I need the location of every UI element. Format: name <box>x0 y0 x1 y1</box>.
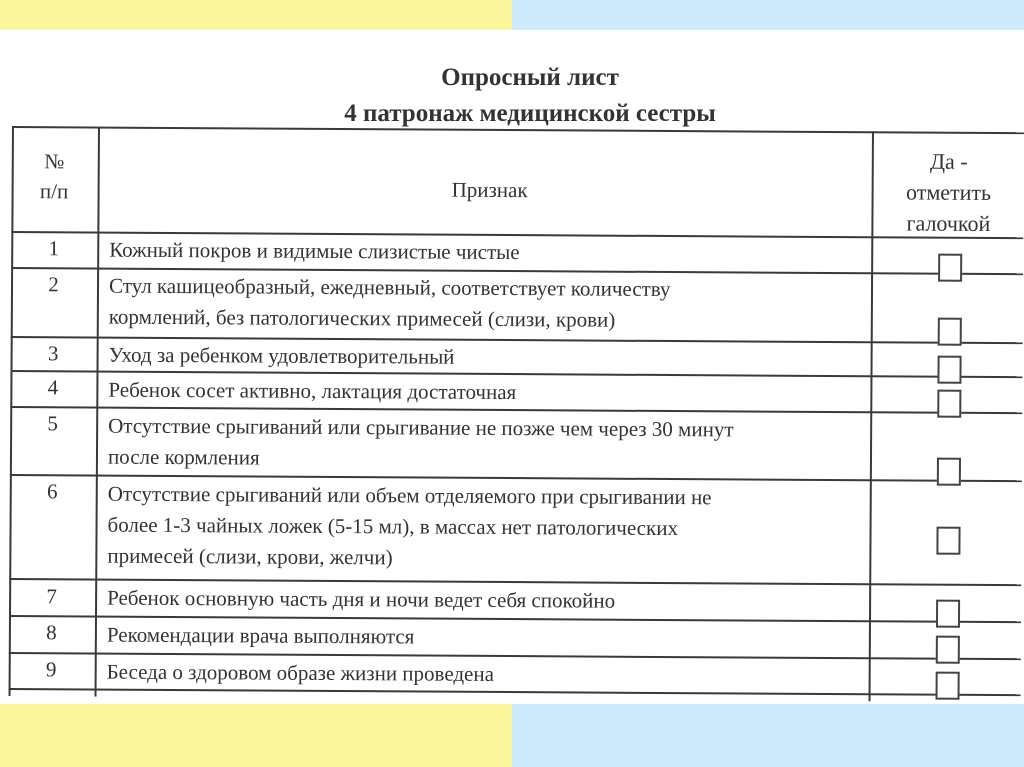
row-7-checkbox[interactable] <box>936 600 960 628</box>
row-5-line-1: Отсутствие срыгиваний или срыгивание не позже чем через 30 минут <box>108 413 734 442</box>
row-8-text <box>107 620 857 656</box>
row-2-number: 2 <box>48 272 59 297</box>
row-5-text <box>108 411 858 478</box>
document-title: Опросный лист <box>441 64 619 91</box>
row-5-checkbox[interactable] <box>937 458 961 486</box>
row-9-text <box>107 657 857 693</box>
row-1-number: 1 <box>48 236 60 261</box>
row-1-line-1: Кожный покров и видимые слизистые чистые <box>109 237 520 265</box>
row-4-checkbox[interactable] <box>937 390 961 418</box>
row-8-number: 8 <box>46 620 57 645</box>
header-sign: Признак <box>451 177 528 203</box>
row-8-checkbox[interactable] <box>936 636 960 664</box>
row-6-text <box>107 479 858 577</box>
row-6-line-1: Отсутствие срыгиваний или объем отделяемого при срыгивании не <box>107 481 712 510</box>
row-6-line-2: более 1-3 чайных ложек (5-15 мл), в массах нет патологических <box>107 512 679 541</box>
header-number <box>12 146 97 207</box>
header-yes <box>873 145 1024 239</box>
row-7-number: 7 <box>46 584 57 609</box>
row-6-line-3: примесей (слизи, крови, желчи) <box>107 543 393 570</box>
row-9-line-1: Беседа о здоровом образе жизни проведена <box>106 659 495 686</box>
row-7-line-1: Ребенок основную часть дня и ночи ведет себя спокойно <box>107 585 616 613</box>
row-4-text <box>108 375 858 411</box>
top-left-accent-band <box>0 0 512 30</box>
header-yes-line3: галочкой <box>906 210 991 236</box>
row-6-checkbox[interactable] <box>936 527 960 555</box>
header-yes-line1: Да - <box>929 148 968 174</box>
header-yes-line2: отметить <box>906 179 992 205</box>
row-2-checkbox[interactable] <box>938 318 962 346</box>
row-5-number: 5 <box>47 411 59 436</box>
questionnaire-table <box>9 126 1024 702</box>
row-3-number: 3 <box>47 341 59 366</box>
row-4-line-1: Ребенок сосет активно, лактация достаточная <box>108 377 517 405</box>
row-2-line-2: кормлений, без патологических примесей (слизи, крови) <box>108 304 616 332</box>
row-4-number: 4 <box>47 375 59 400</box>
row-7-text <box>107 583 857 619</box>
row-8-line-1: Рекомендации врача выполняются <box>106 622 415 649</box>
row-3-line-1: Уход за ребенком удовлетворительный <box>108 342 455 369</box>
header-number-abbrev: п/п <box>39 179 69 204</box>
header-number-symbol: № <box>44 149 65 174</box>
scanned-document <box>0 30 1024 704</box>
bottom-left-accent-band <box>0 704 512 767</box>
row-2-line-1: Стул кашицеобразный, ежедневный, соответствует количеству <box>108 273 671 302</box>
top-right-accent-band <box>512 0 1024 30</box>
bottom-right-accent-band <box>512 704 1024 767</box>
row-6-number: 6 <box>46 479 58 504</box>
row-9-number: 9 <box>45 657 57 682</box>
row-5-line-2: после кормления <box>107 444 260 470</box>
row-3-checkbox[interactable] <box>937 356 961 384</box>
row-9-checkbox[interactable] <box>936 672 960 700</box>
row-3-text <box>109 340 859 376</box>
row-1-text <box>109 235 859 271</box>
row-2-text <box>109 271 859 338</box>
row-1-checkbox[interactable] <box>938 254 962 282</box>
document-subtitle: 4 патронаж медицинской сестры <box>344 100 716 127</box>
